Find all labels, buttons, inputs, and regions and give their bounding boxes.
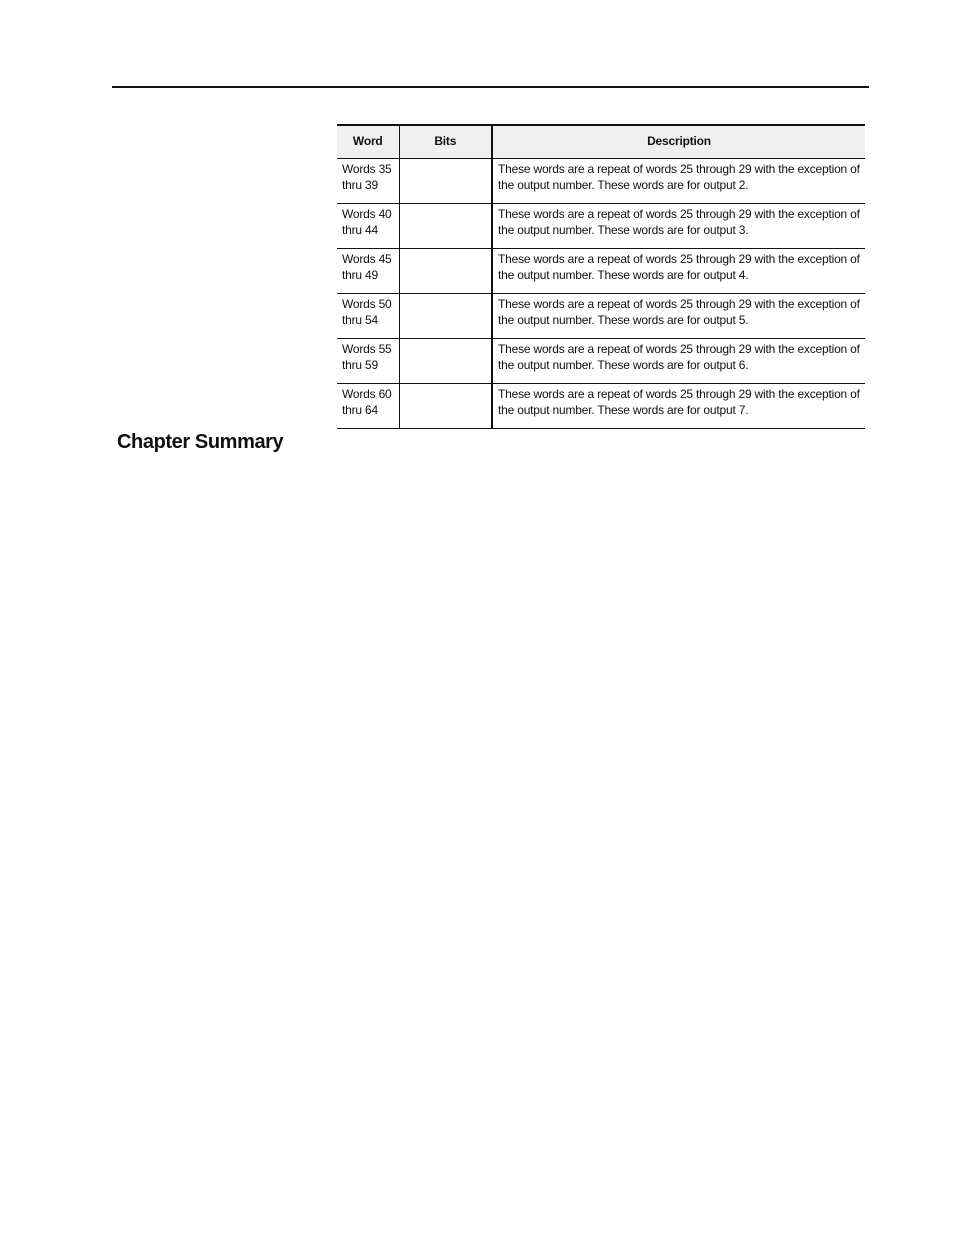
word-cell [337,384,399,429]
table-row [337,384,865,429]
word-range-start: Words 60 [342,387,392,401]
word-range-start: Words 35 [342,162,392,176]
table-row [337,339,865,384]
bits-cell [399,384,492,429]
header-rule [112,86,869,88]
word-range-start: Words 40 [342,207,392,221]
table-row [337,249,865,294]
bits-cell [399,159,492,204]
column-header-description: Description [492,125,865,159]
table-row [337,159,865,204]
word-range-start: Words 45 [342,252,392,266]
word-cell [337,159,399,204]
bits-cell [399,249,492,294]
table-header [337,125,865,159]
column-header-bits: Bits [399,125,492,159]
table-row [337,294,865,339]
table-header-row [337,125,865,159]
word-cell [337,204,399,249]
bits-cell [399,339,492,384]
word-cell [337,339,399,384]
word-range-start: Words 50 [342,297,392,311]
word-range-end: thru 54 [342,312,378,327]
word-range-end: thru 39 [342,177,378,192]
description-cell: These words are a repeat of words 25 through 29 with the exception of the output number. These words are for output 6. [492,339,865,384]
column-header-word: Word [337,125,399,159]
word-range-end: thru 59 [342,357,378,372]
description-cell: These words are a repeat of words 25 through 29 with the exception of the output number. These words are for output 3. [492,204,865,249]
table-row [337,204,865,249]
description-cell: These words are a repeat of words 25 through 29 with the exception of the output number. These words are for output 4. [492,249,865,294]
description-cell: These words are a repeat of words 25 through 29 with the exception of the output number. These words are for output 7. [492,384,865,429]
word-cell [337,294,399,339]
word-range-end: thru 64 [342,402,378,417]
word-range-end: thru 44 [342,222,378,237]
chapter-summary-heading: Chapter Summary [117,431,284,453]
description-cell: These words are a repeat of words 25 through 29 with the exception of the output number. These words are for output 2. [492,159,865,204]
word-range-end: thru 49 [342,267,378,282]
word-range-start: Words 55 [342,342,392,356]
word-cell [337,249,399,294]
description-cell: These words are a repeat of words 25 through 29 with the exception of the output number. These words are for output 5. [492,294,865,339]
bits-cell [399,294,492,339]
word-table [337,124,865,429]
bits-cell [399,204,492,249]
table-body [337,159,865,429]
